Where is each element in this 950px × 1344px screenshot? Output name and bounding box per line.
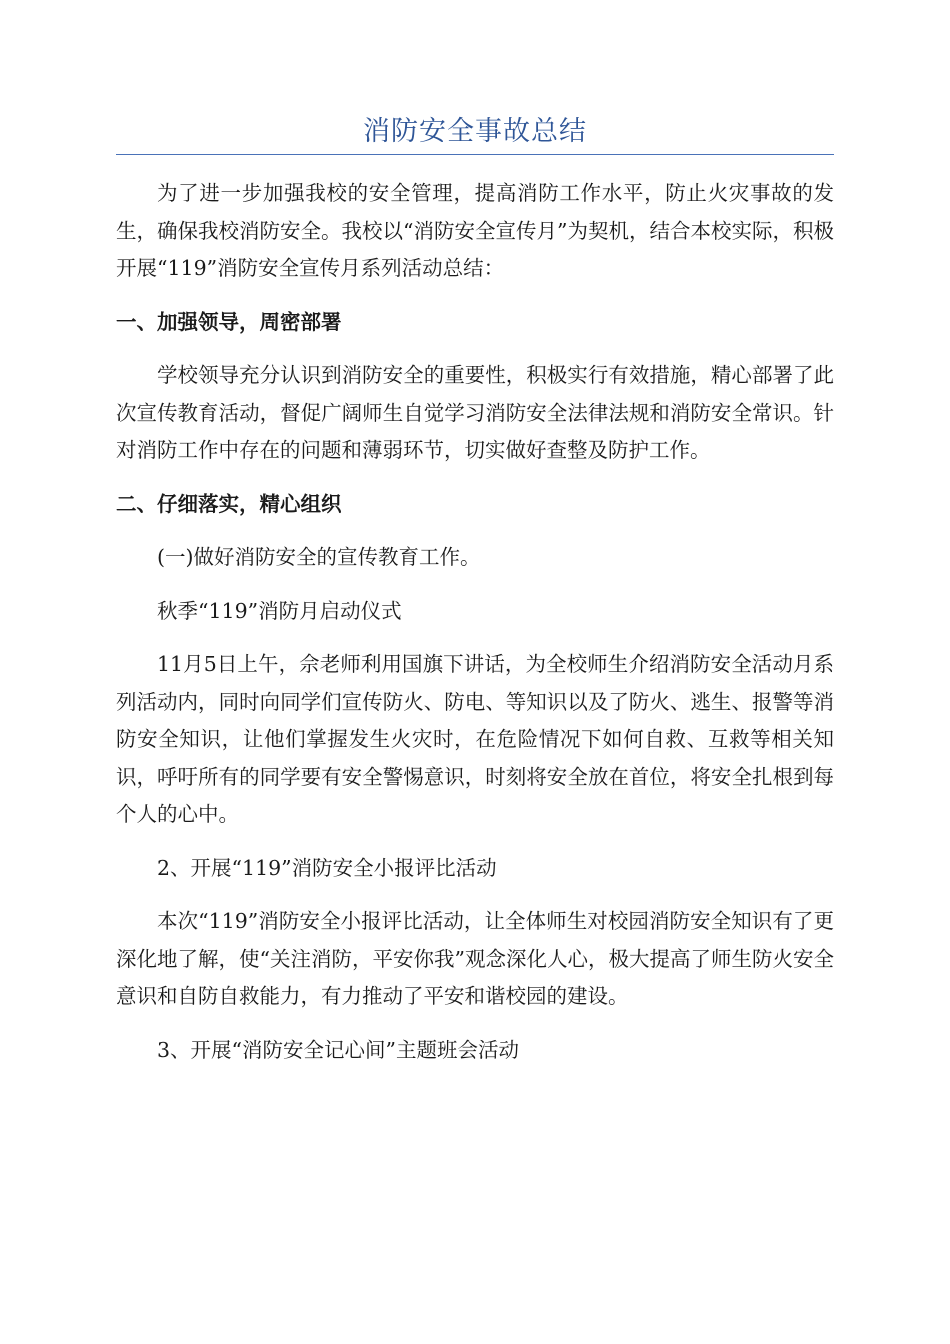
activity-title-class-meeting: 3、开展“消防安全记心间”主题班会活动 (157, 1037, 520, 1062)
ceremony-paragraph: 11月5日上午，佘老师利用国旗下讲话，为全校师生介绍消防安全活动月系列活动内，同时向同学们宣传防火、防电、等知识以及了防火、逃生、报警等消防安全知识，让他们掌握发生火灾时，在危险情况下如何自救、互救等相关知识，呼吁所有的同学要有安全警惕意识，时刻将安全放在首位，将安全扎根到每个人的心中。 (116, 652, 834, 826)
section-1-paragraph: 学校领导充分认识到消防安全的重要性，积极实行有效措施，精心部署了此次宣传教育活动，督促广阔师生自觉学习消防安全法律法规和消防安全常识。针对消防工作中存在的问题和薄弱环节，切实做好查整及防护工作。 (116, 363, 834, 462)
activity-title-poster-contest: 2、开展“119”消防安全小报评比活动 (157, 855, 497, 880)
activity-title-ceremony: 秋季“119”消防月启动仪式 (157, 598, 402, 623)
section-heading-1: 一、加强领导，周密部署 (116, 309, 342, 334)
document-title: 消防安全事故总结 (363, 116, 587, 147)
poster-contest-paragraph: 本次“119”消防安全小报评比活动，让全体师生对校园消防安全知识有了更深化地了解，使“关注消防，平安你我”观念深化人心，极大提高了师生防火安全意识和自防自救能力，有力推动了平安和谐校园的建设。 (116, 909, 834, 1008)
title-underline (116, 154, 834, 155)
section-heading-2: 二、仔细落实，精心组织 (116, 491, 342, 516)
subsection-1-title: (一)做好消防安全的宣传教育工作。 (157, 545, 481, 569)
document-body (116, 175, 834, 1085)
intro-paragraph: 为了进一步加强我校的安全管理，提高消防工作水平，防止火灾事故的发生，确保我校消防安全。我校以“消防安全宣传月”为契机，结合本校实际，积极开展“119”消防安全宣传月系列活动总结： (116, 181, 834, 280)
